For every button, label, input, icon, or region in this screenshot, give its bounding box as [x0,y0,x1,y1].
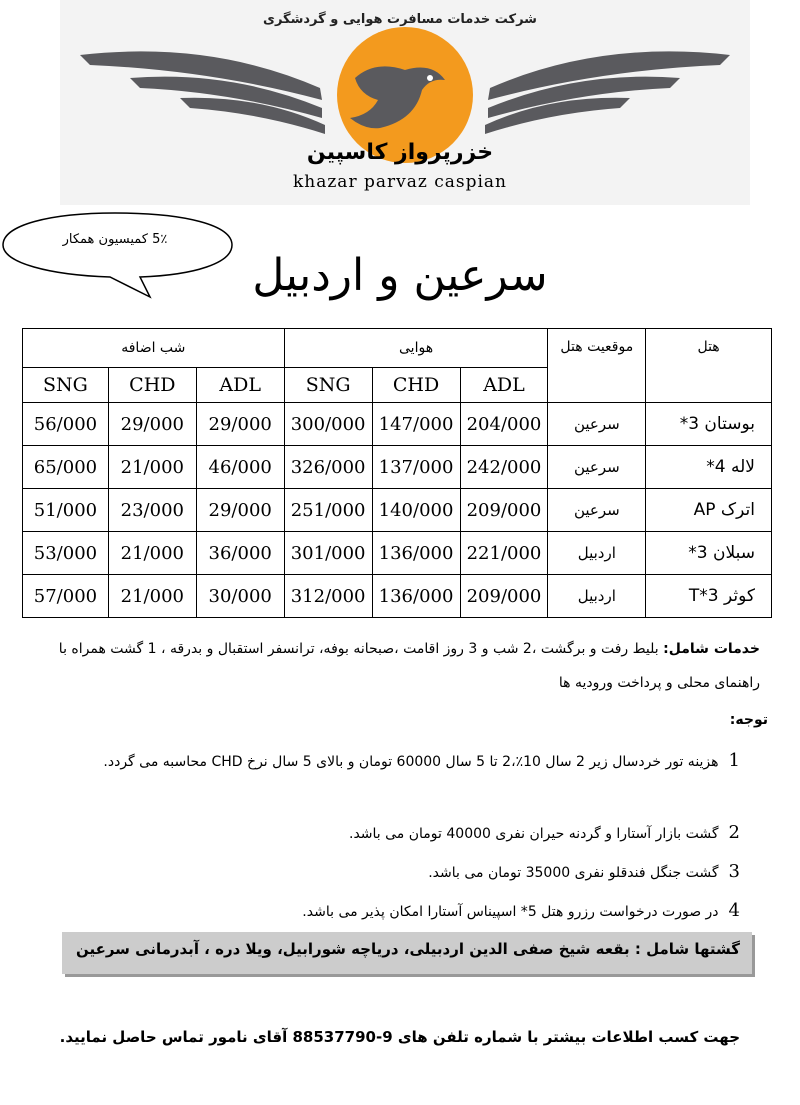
note-item [40,855,740,890]
header-air: هوایی [284,329,548,368]
page-title: سرعین و اردبیل [252,250,548,301]
extra-chd: 21/000 [108,446,196,489]
extra-adl: 30/000 [196,575,284,618]
extra-sng: 53/000 [23,532,109,575]
extra-sng: 56/000 [23,403,109,446]
air-adl: 204/000 [460,403,548,446]
extra-adl: 29/000 [196,489,284,532]
header-extra-night: شب اضافه [23,329,285,368]
note-text: در صورت درخواست رزرو هتل 5* اسپیناس آستارا امکان پذیر می باشد. [302,904,719,920]
air-sng: 326/000 [284,446,372,489]
air-sng: 312/000 [284,575,372,618]
logo-arc-text: شرکت خدمات مسافرت هوایی و گردشگری [263,12,537,27]
tours-text: گشتها شامل : بقعه شیخ صفی الدین اردبیلی، دریاچه شورابیل، ویلا دره ، آبدرمانی سرعین [75,940,740,958]
note-item [40,816,740,851]
header-extra-sng: SNG [23,368,109,403]
note-text: گشت بازار آستارا و گردنه حیران نفری 40000 تومان می باشد. [349,826,719,842]
extra-adl: 46/000 [196,446,284,489]
contact-info: جهت کسب اطلاعات بیشتر با شماره تلفن های 9-88537790 آقای نامور تماس حاصل نمایید. [59,1028,740,1046]
header-air-chd: CHD [372,368,460,403]
services-paragraph [30,632,760,700]
table-row [23,575,772,618]
air-chd: 136/000 [372,532,460,575]
note-number: 4 [728,900,740,921]
header-hotel: هتل [646,329,772,403]
extra-chd: 21/000 [108,575,196,618]
header-extra-adl: ADL [196,368,284,403]
commission-note: 5٪ کمیسیون همکار [62,232,168,247]
hotel-location: سرعین [548,446,646,489]
note-number: 1 [728,750,740,771]
air-adl: 209/000 [460,489,548,532]
logo-name-fa: خزرپرواز کاسپین [306,140,494,165]
price-table [22,328,772,618]
note-item [40,744,740,779]
air-adl: 221/000 [460,532,548,575]
hotel-name: بوستان 3* [646,403,772,446]
air-adl: 242/000 [460,446,548,489]
header-extra-chd: CHD [108,368,196,403]
extra-sng: 51/000 [23,489,109,532]
table-row [23,532,772,575]
logo-name-en: khazar parvaz caspian [292,172,508,192]
header-location: موقعیت هتل [548,329,646,403]
notes-heading: توجه: [729,712,768,728]
services-label: خدمات شامل: [663,641,760,657]
speech-bubble [0,205,240,300]
extra-sng: 57/000 [23,575,109,618]
extra-sng: 65/000 [23,446,109,489]
table-row [23,446,772,489]
air-chd: 136/000 [372,575,460,618]
extra-chd: 29/000 [108,403,196,446]
hotel-location: سرعین [548,403,646,446]
hotel-name: سبلان 3* [646,532,772,575]
air-sng: 300/000 [284,403,372,446]
note-text: هزینه تور خردسال زیر 2 سال 10٪،2 تا 5 سال 60000 تومان و بالای 5 سال نرخ CHD محاسبه می گردد. [103,754,719,770]
air-chd: 140/000 [372,489,460,532]
services-text: بلیط رفت و برگشت ،2 شب و 3 روز اقامت ،صبحانه بوفه، ترانسفر استقبال و بدرقه ، 1 گشت همراه با راهنمای محلی و پرداخت ورودیه ها [58,641,760,691]
header-air-adl: ADL [460,368,548,403]
hotel-name: اترک AP [646,489,772,532]
hotel-name: لاله 4* [646,446,772,489]
extra-chd: 23/000 [108,489,196,532]
air-chd: 147/000 [372,403,460,446]
hotel-location: اردبیل [548,575,646,618]
table-row [23,403,772,446]
hotel-location: اردبیل [548,532,646,575]
note-item [40,894,740,929]
air-sng: 251/000 [284,489,372,532]
note-number: 2 [728,822,740,843]
table-row [23,489,772,532]
air-adl: 209/000 [460,575,548,618]
header-air-sng: SNG [284,368,372,403]
hotel-location: سرعین [548,489,646,532]
air-sng: 301/000 [284,532,372,575]
hotel-name: کوثر 3*T [646,575,772,618]
note-number: 3 [728,861,740,882]
note-text: گشت جنگل فندقلو نفری 35000 تومان می باشد. [428,865,719,881]
extra-adl: 36/000 [196,532,284,575]
extra-chd: 21/000 [108,532,196,575]
extra-adl: 29/000 [196,403,284,446]
air-chd: 137/000 [372,446,460,489]
